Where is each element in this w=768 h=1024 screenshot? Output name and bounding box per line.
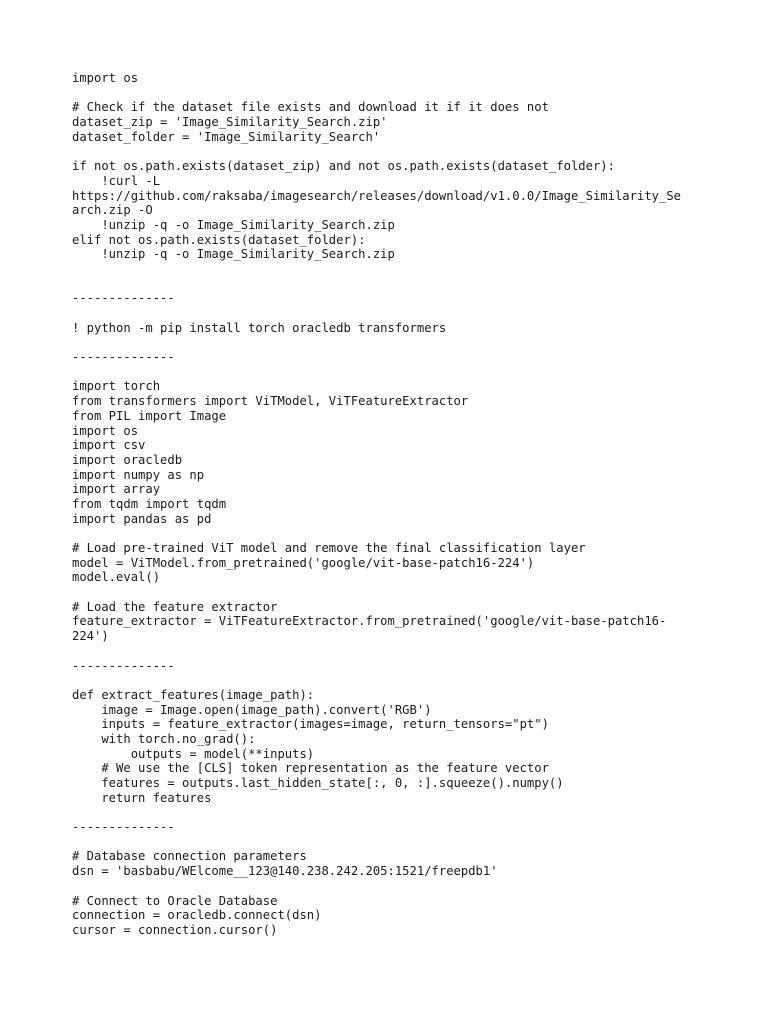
code-line: dsn = 'basbabu/WElcome__123@140.238.242.205:1521/freepdb1': [72, 864, 498, 879]
code-line: from tqdm import tqdm: [72, 496, 227, 511]
code-line: return features: [72, 790, 212, 805]
code-line: [72, 144, 732, 159]
code-line: model.eval(): [72, 570, 161, 585]
code-line: # Connect to Oracle Database: [72, 893, 278, 908]
code-line: !curl -L: [72, 173, 161, 188]
code-line: https://github.com/raksaba/imagesearch/releases/download/v1.0.0/Image_Similarity_Se: [72, 188, 682, 203]
code-line: from PIL import Image: [72, 408, 227, 423]
code-line: --------------: [72, 291, 175, 306]
code-line: import numpy as np: [72, 467, 205, 482]
code-line: import os: [72, 423, 139, 438]
code-line: [72, 879, 732, 894]
code-line: import os: [72, 71, 139, 85]
code-line: import array: [72, 482, 161, 497]
code-line: # Load pre-trained ViT model and remove the final classification layer: [72, 541, 586, 555]
code-line: cursor = connection.cursor(): [72, 922, 278, 937]
code-line: image = Image.open(image_path).convert('RGB'): [72, 702, 432, 717]
code-line: # Check if the dataset file exists and download it if it does not: [72, 100, 549, 115]
code-line: --------------: [72, 658, 175, 673]
code-line: from transformers import ViTModel, ViTFeatureExtractor: [72, 394, 469, 409]
code-line: features = outputs.last_hidden_state[:, 0, :].squeeze().numpy(): [72, 776, 564, 790]
code-line: [72, 365, 732, 380]
code-line: [72, 526, 732, 541]
code-line: [72, 262, 732, 277]
code-line: import pandas as pd: [72, 511, 212, 526]
code-line: # We use the [CLS] token representation as the feature vector: [72, 761, 549, 776]
code-line: elif not os.path.exists(dataset_folder):: [72, 232, 366, 247]
code-line: [72, 335, 732, 350]
code-line: !unzip -q -o Image_Similarity_Search.zip: [72, 247, 395, 262]
code-line: dataset_zip = 'Image_Similarity_Search.zip': [72, 115, 388, 130]
code-line: feature_extractor = ViTFeatureExtractor.from_pretrained('google/vit-base-patch16-: [72, 614, 667, 629]
code-line: --------------: [72, 350, 175, 365]
code-line: connection = oracledb.connect(dsn): [72, 908, 322, 923]
code-line: [72, 673, 732, 688]
code-line: dataset_folder = 'Image_Similarity_Search': [72, 129, 381, 144]
code-line: [72, 835, 732, 850]
code-line: [72, 306, 732, 321]
code-line: model = ViTModel.from_pretrained('google/vit-base-patch16-224'): [72, 555, 535, 570]
code-line: [72, 805, 732, 820]
code-line: arch.zip -O: [72, 203, 153, 218]
code-line: inputs = feature_extractor(images=image, return_tensors="pt"): [72, 717, 549, 732]
code-line: # Database connection parameters: [72, 849, 307, 864]
code-line: !unzip -q -o Image_Similarity_Search.zip: [72, 217, 395, 232]
code-line: # Load the feature extractor: [72, 599, 278, 614]
code-line: --------------: [72, 820, 175, 835]
code-line: [72, 644, 732, 659]
code-line: import oracledb: [72, 452, 183, 467]
code-line: import torch: [72, 379, 161, 394]
code-line: import csv: [72, 438, 146, 453]
code-line: [72, 585, 732, 600]
code-line: [72, 86, 732, 101]
code-line: ! python -m pip install torch oracledb transformers: [72, 320, 447, 335]
code-line: with torch.no_grad():: [72, 731, 256, 746]
code-line: def extract_features(image_path):: [72, 687, 315, 702]
code-line: outputs = model(**inputs): [72, 746, 315, 761]
code-line: 224'): [72, 629, 109, 644]
code-line: if not os.path.exists(dataset_zip) and not os.path.exists(dataset_folder):: [72, 159, 615, 174]
code-line: [72, 277, 732, 292]
code-document: [72, 71, 732, 938]
